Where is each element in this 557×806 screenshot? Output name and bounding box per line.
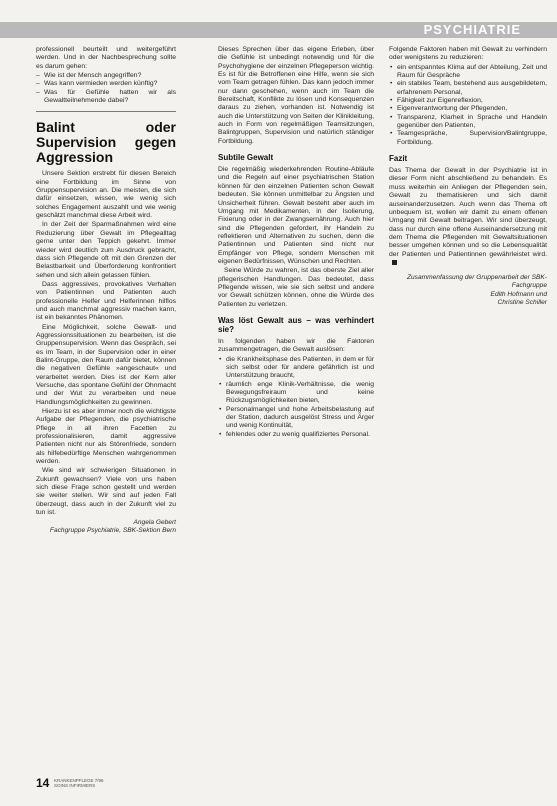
list-item: • Personalmangel und hohe Arbeitsbelastung auf der Station, dadurch ausgelöst Stress und Ärger und wenig Kontinuität, <box>226 406 374 431</box>
trigger-list <box>218 356 374 439</box>
paragraph: Dieses Sprechen über das eigene Erleben, über die Gefühle ist unbedingt notwendig und für die Psychohygiene der einzelnen Pflegeperson wichtig. Es ist für die Betroffenen eine Hilfe, wenn sie sich vom Team getragen fühlen. Das kann jedoch immer nur dann geschehen, wenn auch im Team die Bereitschaft, Konflikte zu lösen und Konsequenzen daraus zu ziehen, vorhanden ist. Notwendig ist auch die Unterstützung von Seiten der Klinikleitung, auch in Form von regelmäßigen Teamsitzungen, Balintgruppen, Supervision und natürlich ständiger Fortbildung. <box>218 46 374 145</box>
factor-list <box>389 64 547 147</box>
list-item: • fehlendes oder zu wenig qualifiziertes Personal. <box>226 431 374 439</box>
signature-role: Fachgruppe Psychiatrie, SBK-Sektion Bern <box>49 526 176 534</box>
list-item: – Was kann vermieden werden künftig? <box>44 80 176 88</box>
column-2 <box>218 46 374 439</box>
list-item: • räumlich enge Klinik-Verhältnisse, die wenig Bewegungsfreiraum und keine Rückzugsmöglichkeiten bieten, <box>226 381 374 406</box>
paragraph: Eine Möglichkeit, solche Gewalt- und Aggressionssituationen zu bearbeiten, ist die Gruppensupervision. Wenn das Gespräch, sei es im Team, in der Supervision oder in einer Balint-Gruppe, den Raum dafür bietet, können die negativen Gefühle »angeschaut« und verarbeitet werden. Dies ist der Kern aller Versuche, das spontane Gefühl der Ohnmacht und der Wut zu verarbeiten und neue Handlungsmöglichkeiten zu gewinnen. <box>36 323 176 406</box>
page-number: 14 <box>36 776 50 790</box>
col1-intro: professionell beurteilt und weitergeführt werden. Und in der Nachbesprechung sollte es darum gehen: <box>36 46 176 70</box>
col3-intro: Folgende Faktoren haben mit Gewalt zu verhindern oder wenigstens zu reduzieren: <box>389 46 547 62</box>
list-item: • Transparenz, Klarheit in Sprache und Handeln gegenüber den Patienten, <box>397 114 547 131</box>
list-item: • ein stabiles Team, bestehend aus ausgebildetem, erfahrenem Personal, <box>397 80 547 97</box>
divider <box>36 111 176 112</box>
list-item: • Teamgespräche, Supervision/Balintgruppe, Fortbildung. <box>397 130 547 147</box>
footer-line: KRANKENPFLEGE 7/96 <box>54 778 104 783</box>
column-3 <box>389 46 547 307</box>
list-item: • ein entspanntes Klima auf der Abteilung, Zeit und Raum für Gespräche <box>397 64 547 81</box>
list-item: • Eigenverantwortung der Pflegenden, <box>397 105 547 113</box>
section-label: PSYCHIATRIE <box>423 22 521 37</box>
subheading-was-loest-gewalt-aus: Was löst Gewalt aus – was verhindert sie? <box>218 315 374 334</box>
list-item: • Fähigkeit zur Eigenreflexion, <box>397 97 547 105</box>
column-1 <box>36 46 176 535</box>
list-item: – Was für Gefühle hatten wir als Gewaltteilnehmende dabei? <box>44 89 176 106</box>
paragraph: Hierzu ist es aber immer noch die wichtigste Aufgabe der Pflegenden, die psychiatrische Pflege in all ihren Facetten zu professionalisieren, damit aggressive Patienten nicht nur als Störenfriede, sondern als hilfebedürftige Menschen wahrgenommen werden. <box>36 408 176 466</box>
footer-publication-info <box>54 778 104 788</box>
paragraph: Dass aggressives, provokatives Verhalten von Patientinnen und Patienten auch professionelle Helfer und Helferinnen hilflos und auch manchmal aggressiv machen kann, ist ein bekanntes Phänomen. <box>36 280 176 322</box>
paragraph: In folgenden haben wir die Faktoren zusammengetragen, die Gewalt auslösen: <box>218 337 374 354</box>
paragraph-text: Das Thema der Gewalt in der Psychiatrie ist in dieser Form nicht abschließend zu behandeln. Es muss weiterhin ein Anliegen der Pflegenden sein, Gewalt zu thematisieren und sich damit auseinanderzusetzen. Auch wenn das Thema oft unbequem ist, wollen wir damit zu einem offenen Umgang mit Gewalt beitragen. Wir sind überzeugt, dass nur durch eine offene Auseinandersetzung mit dem Thema die Pflegenden mit Gewaltsituationen besser umgehen können und so die Lebensqualität der Patienten und Patientinnen gewährleistet wird. <box>389 167 547 258</box>
paragraph: Die regelmäßig wiederkehrenden Routine-Abläufe und die Regeln auf einer psychiatrischen Station können für den einzelnen Patienten schon Gewalt bedeuten. Sie können unmittelbar zu Ängsten und Unsicherheit führen. Gewalt besteht aber auch im Umgang mit Medikamenten, in der Isolierung, Fixierung oder in der Zwangsernährung. Auch hier sind die Pflegenden gefordert, ihr Handeln zu reflektieren und Alternativen zu suchen, denn die Patientinnen und Patienten sind nicht nur Empfänger von Pflege, sondern Menschen mit eigenen Bedürfnissen, Wünschen und Rechten. <box>218 166 374 265</box>
paragraph: Seine Würde zu wahren, ist das oberste Ziel aller pflegerischen Handlungen. Das bedeutet, dass Pflegende wissen, wie sie sich selbst und andere vor Gewalt schützen können, ohne die Würde des Patienten zu verletzen. <box>218 267 374 308</box>
subheading-fazit: Fazit <box>389 154 408 164</box>
list-item: – Wie ist der Mensch angegriffen? <box>44 72 176 80</box>
paragraph: In der Zeit der Sparmaßnahmen wird eine Reduzierung über Gewalt im Pflegealltag gerne unter den Teppich gekehrt. Immer wieder wird deutlich zum Ausdruck gebracht, dass sich Pflegende oft mit den Grenzen der Belastbarkeit und Überforderung konfrontiert sehen und sich allein gelassen fühlen. <box>36 221 176 279</box>
signature-block: Zusammenfassung der Gruppenarbeit der SBK-Fachgruppe <box>406 274 547 290</box>
subheading-subtile-gewalt: Subtile Gewalt <box>218 153 274 163</box>
list-item: • die Krankheitsphase des Patienten, in dem er für sich selbst oder für andere gefährlich ist und Unterstützung braucht, <box>226 356 374 381</box>
paragraph <box>389 167 547 267</box>
paragraph: Wie sind wir schwierigen Situationen in Zukunft gewachsen? Viele von uns haben sich diese Frage schon gestellt und werden sie weiter stellen. Wir sind auf jeden Fall überzeugt, dass auch in der Zukunft viel zu tun ist. <box>36 467 176 517</box>
signature-name: Angela Gebert <box>133 518 176 526</box>
signature-name: Christine Schiller <box>497 298 547 306</box>
paragraph: Unsere Sektion erstrebt für diesen Bereich eine Fortbildung im Sinne von Gruppensupervision an. Die meisten, die sich dafür einsetzen, wissen, wie wenig sich solches Engagement auszahlt und wie wenig geschätzt manchmal diese Arbeit wird. <box>36 170 176 220</box>
footer-line: SOINS INFIRMIERS <box>54 783 96 788</box>
signature-name: Edith Hofmann und <box>490 290 547 298</box>
end-of-article-mark <box>392 260 397 265</box>
box-heading: Balint oder Supervision gegen Aggression <box>36 119 176 166</box>
question-list <box>36 72 176 105</box>
